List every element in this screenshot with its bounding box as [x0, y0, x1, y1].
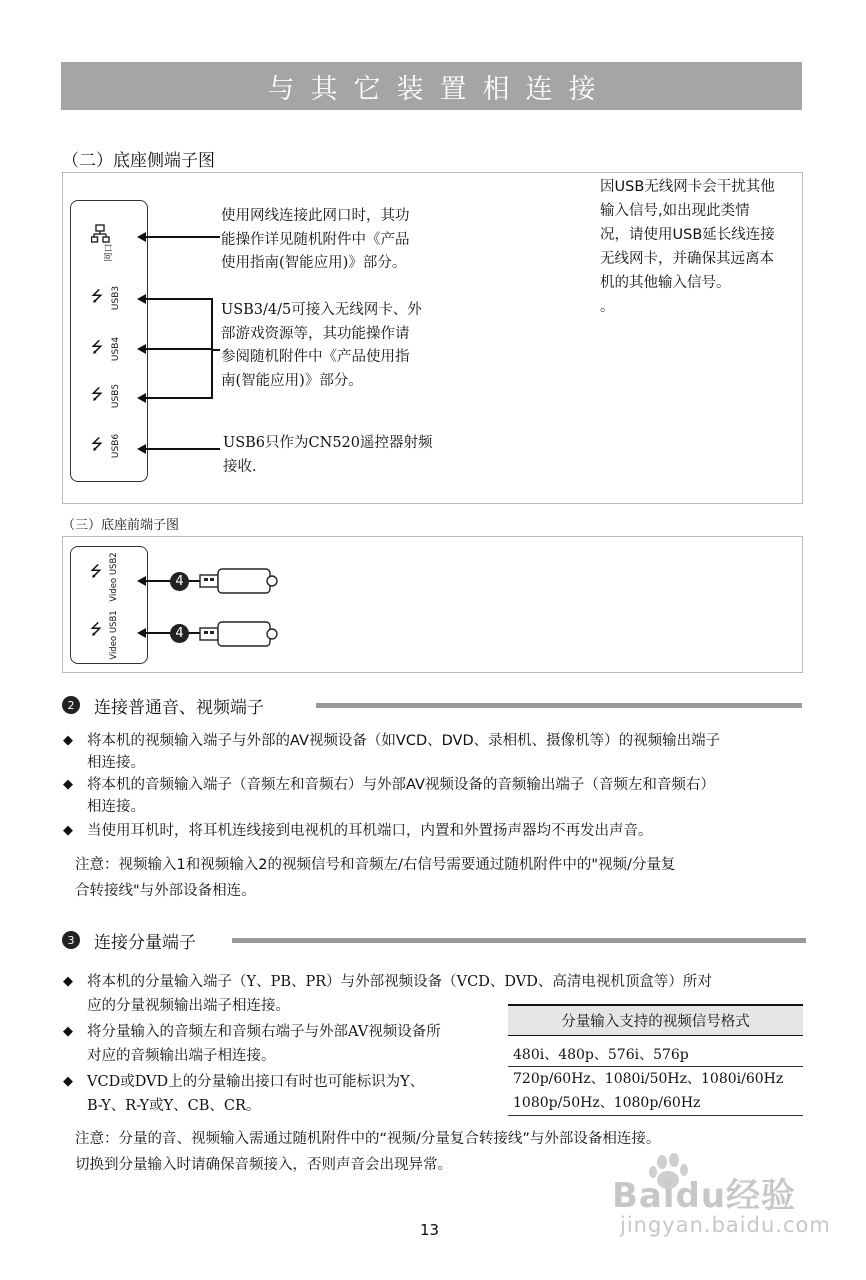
list-item: ◆ VCD或DVD上的分量输出接口有时也可能标识为Y、 B-Y、R-Y或Y、CB、CR。	[63, 1074, 425, 1114]
section-divider	[316, 703, 802, 708]
section-number-badge: 3	[62, 931, 80, 949]
usb-stick-icon	[198, 566, 282, 596]
list-item: ◆ 将本机的视频输入端子与外部的AV视频设备（如VCD、DVD、录相机、摄像机等）的视频输出端子 相连接。	[63, 733, 721, 771]
usb-icon: ⭍	[90, 435, 104, 453]
list-item: ◆ 当使用耳机时，将耳机连线接到电视机的耳机端口，内置和外置扬声器均不再发出声音。	[63, 823, 653, 839]
usb-stick-icon	[198, 619, 282, 649]
section3-notice: 注意：分量的音、视频输入需通过随机附件中的“视频/分量复合转接线”与外部设备相连接。 切换到分量输入时请确保音频接入，否则声音会出现异常。	[75, 1131, 661, 1173]
table-row: 720p/60Hz、1080i/50Hz、1080i/60Hz	[513, 1071, 784, 1087]
usb-icon: ⭍	[90, 287, 104, 305]
port-label-usb5: USB5	[111, 383, 121, 409]
list-item: ◆ 将分量输入的音频左和音频右端子与外部AV视频设备所 对应的音频输出端子相连接。	[63, 1024, 441, 1064]
port-label-video-usb1: Video USB1	[109, 610, 119, 660]
port-label-usb3: USB3	[111, 285, 121, 311]
list-item: ◆ 将本机的分量输入端子（Y、PB、PR）与外部视频设备（VCD、DVD、高清电视机顶盒等）所对 应的分量视频输出端子相连接。	[63, 974, 712, 1014]
callout-badge: 4	[170, 572, 189, 591]
page-title: 与其它装置相连接	[267, 73, 612, 105]
port-label-usb4: USB4	[111, 336, 121, 362]
usb6-note: USB6只作为CN520遥控器射频 接收.	[223, 435, 433, 475]
signal-format-table	[508, 1004, 803, 1116]
table-row: 480i、480p、576i、576p	[513, 1047, 689, 1063]
section-number-badge: 2	[62, 696, 80, 714]
usb-icon: ⭍	[90, 338, 104, 356]
front-terminal-heading: （三）底座前端子图	[62, 518, 180, 533]
usb-icon: ⭍	[89, 562, 103, 580]
page-number: 13	[420, 1221, 440, 1239]
usb345-note: USB3/4/5可接入无线网卡、外 部游戏资源等，其功能操作请 参阅随机附件中《产品使用指 南(智能应用)》部分。	[221, 302, 422, 389]
section3-title: 连接分量端子	[94, 933, 196, 953]
section2-bullet-list	[62, 730, 807, 842]
section2-notice: 注意：视频输入1和视频输入2的视频信号和音频左/右信号需要通过随机附件中的"视频/分量复 合转接线"与外部设备相连。	[75, 857, 676, 899]
front-connector-lines	[0, 540, 866, 670]
wireless-card-note: 因USB无线网卡会干扰其他 输入信号,如出现此类情 况，请使用USB延长线连接 无线网卡，并确保其远离本 机的其他输入信号。 。	[600, 179, 775, 315]
usb-icon: ⭍	[90, 385, 104, 403]
network-port-note: 使用网线连接此网口时，其功 能操作详见随机附件中《产品 使用指南(智能应用)》部分。	[221, 208, 410, 271]
port-label-usb6: USB6	[111, 433, 121, 459]
usb-icon: ⭍	[89, 620, 103, 638]
table-header: 分量输入支持的视频信号格式	[508, 1004, 803, 1036]
side-terminal-heading: （二）底座侧端子图	[62, 151, 215, 171]
list-item: ◆ 将本机的音频输入端子（音频左和音频右）与外部AV视频设备的音频输出端子（音频左和音频右） 相连接。	[63, 777, 715, 815]
watermark-url: jingyan.baidu.com	[620, 1213, 831, 1237]
watermark-brand: Baidu经验	[612, 1176, 797, 1216]
section2-title: 连接普通音、视频端子	[94, 698, 264, 718]
section-divider	[232, 938, 806, 943]
port-label-network: 网口	[104, 243, 115, 262]
callout-badge: 4	[170, 624, 189, 643]
port-label-video-usb2: Video USB2	[109, 552, 119, 602]
table-row: 1080p/50Hz、1080p/60Hz	[513, 1095, 701, 1111]
